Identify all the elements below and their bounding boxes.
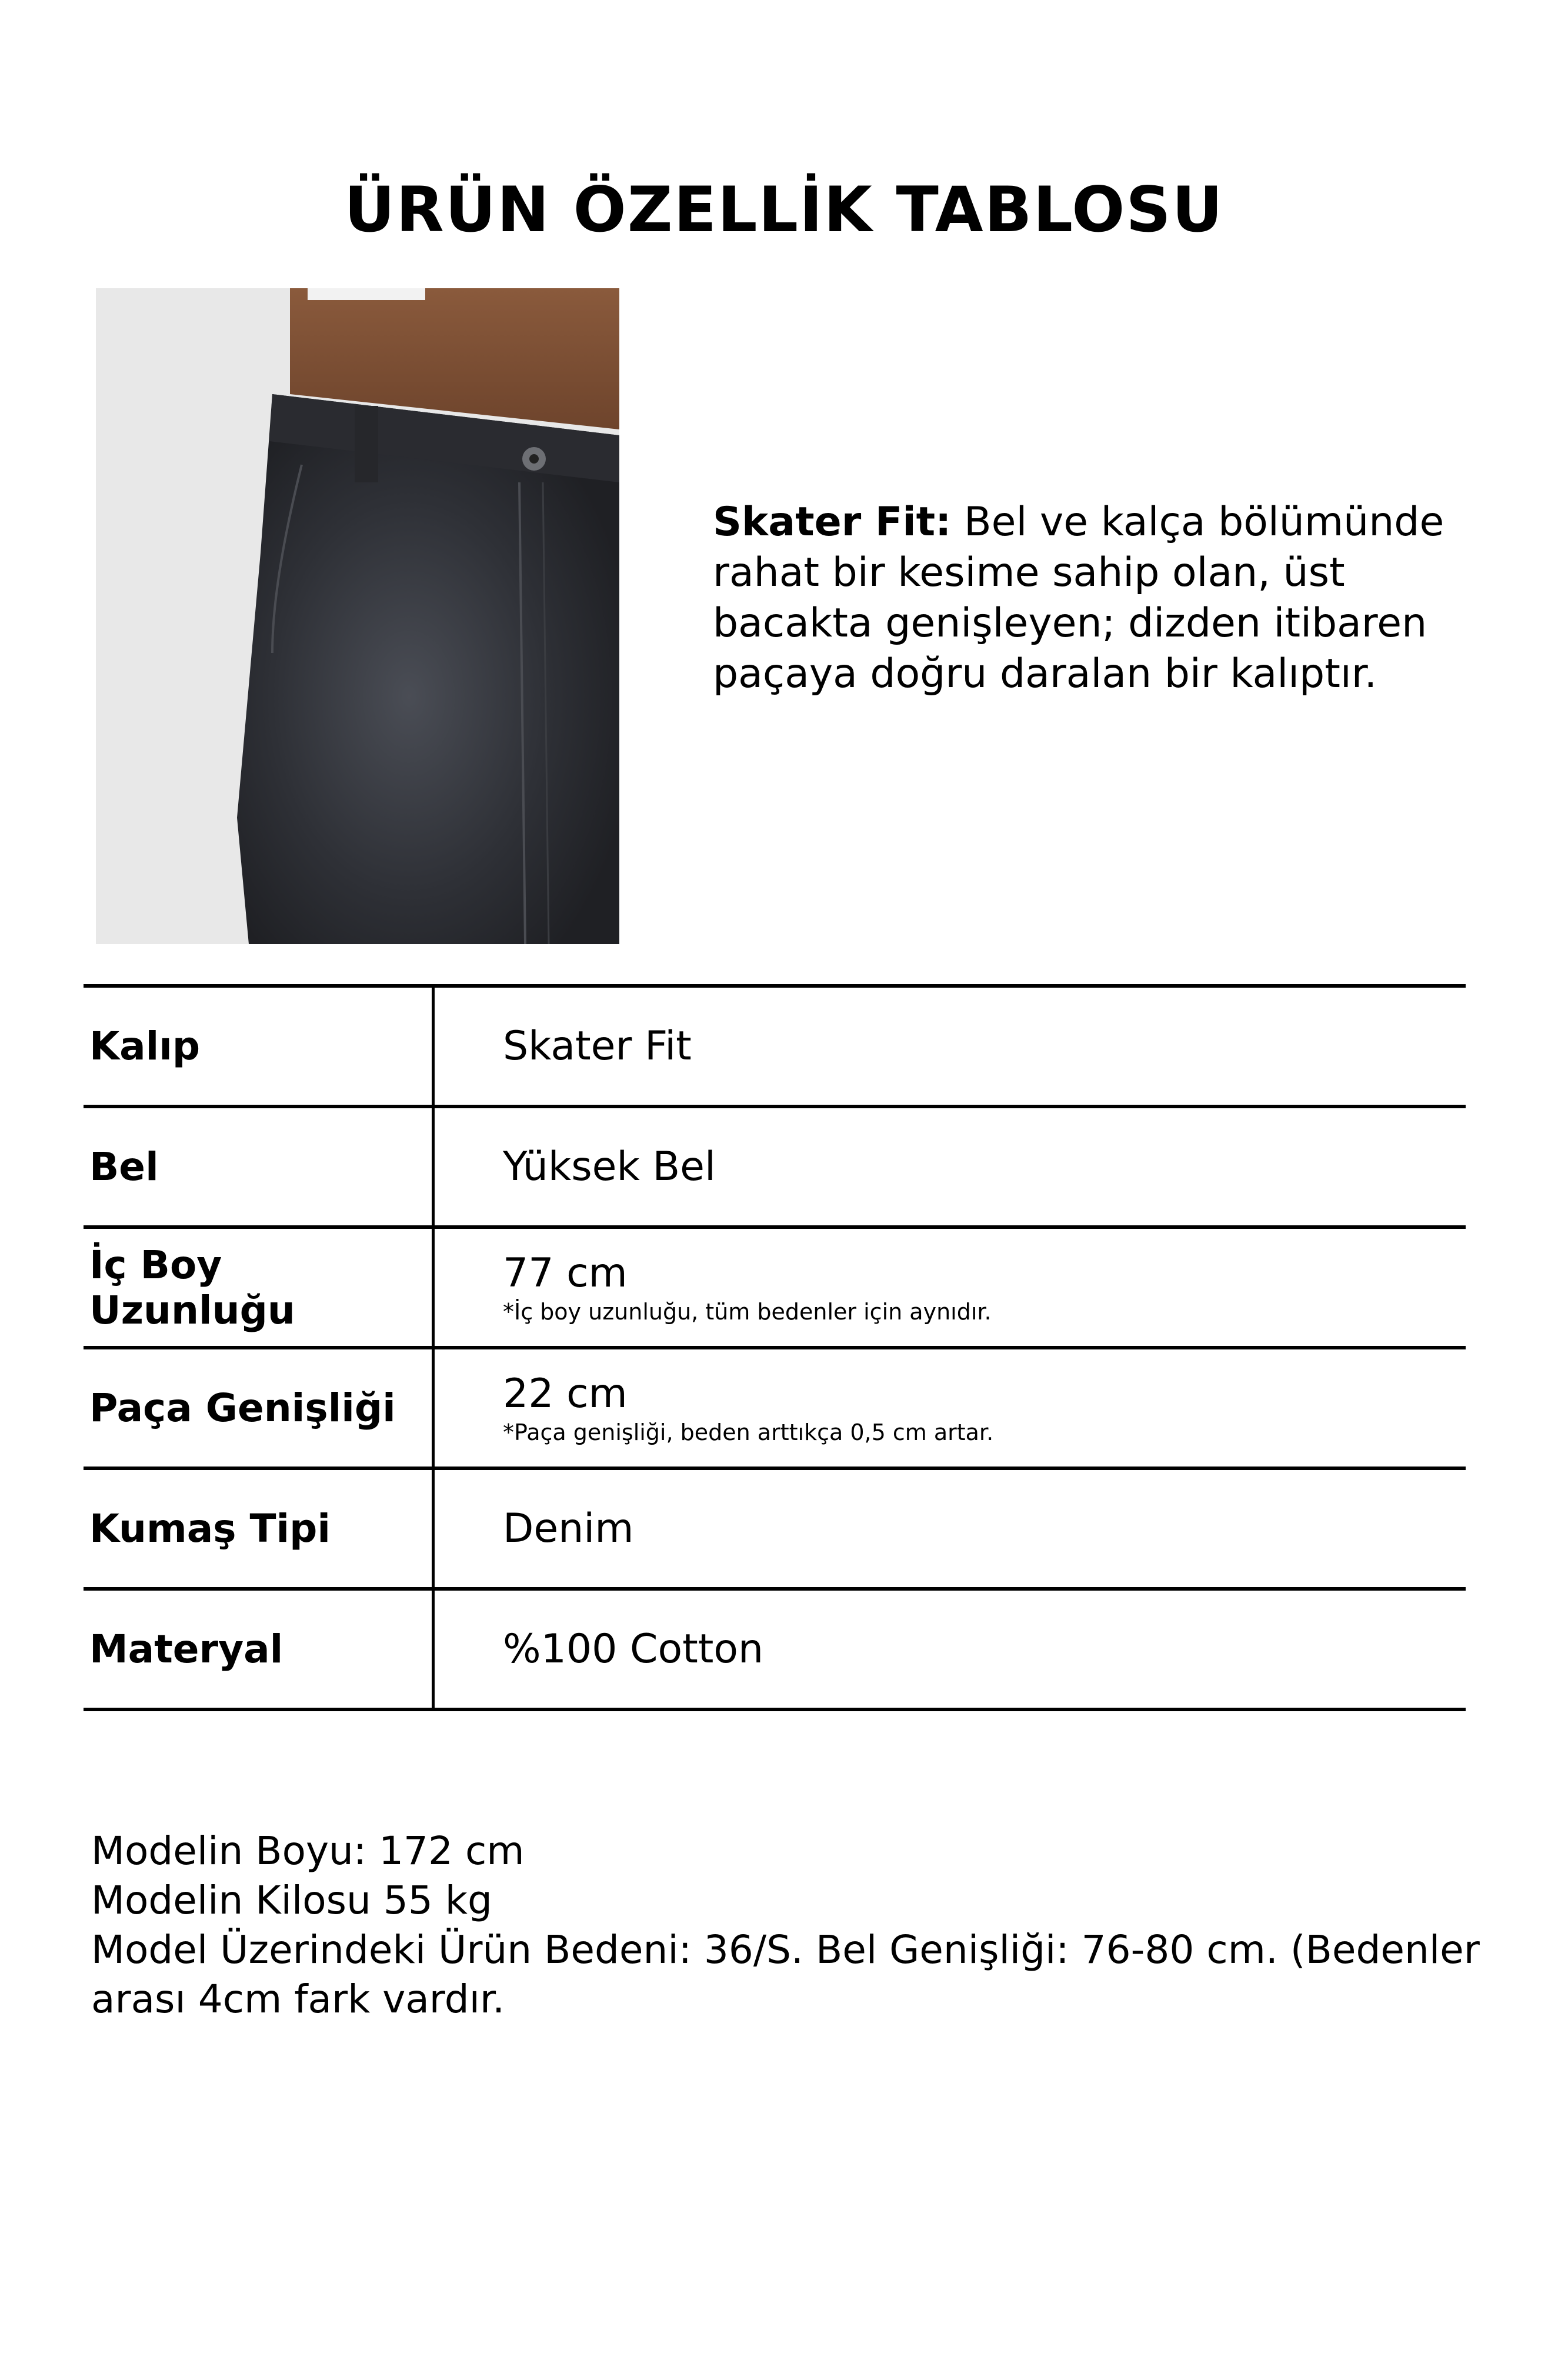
row-value xyxy=(503,1470,633,1587)
fit-description-label: Skater Fit: xyxy=(713,499,952,545)
product-spec-table xyxy=(84,984,1466,1711)
row-value-text: Yüksek Bel xyxy=(503,1144,716,1190)
row-label: Kumaş Tipi xyxy=(89,1506,331,1551)
row-value xyxy=(503,1108,716,1225)
column-divider xyxy=(432,1349,435,1467)
model-height: Modelin Boyu: 172 cm xyxy=(91,1828,525,1874)
row-value xyxy=(503,1349,993,1467)
row-label: Kalıp xyxy=(89,1024,201,1069)
column-divider xyxy=(432,1229,435,1346)
row-value-text: 22 cm xyxy=(503,1371,628,1417)
jeans-image-icon xyxy=(96,288,619,944)
table-row xyxy=(84,1346,1466,1467)
row-label: İç Boy Uzunluğu xyxy=(89,1242,295,1333)
row-value xyxy=(503,988,692,1105)
fit-description xyxy=(713,497,1477,699)
row-value-text: Skater Fit xyxy=(503,1023,692,1069)
model-info xyxy=(91,1827,1503,2024)
column-divider xyxy=(432,1470,435,1587)
row-note: *İç boy uzunluğu, tüm bedenler için aynıdır. xyxy=(503,1299,992,1325)
model-weight: Modelin Kilosu 55 kg xyxy=(91,1878,492,1923)
row-value-text: %100 Cotton xyxy=(503,1626,764,1672)
page-title: ÜRÜN ÖZELLİK TABLOSU xyxy=(344,174,1224,246)
row-value-text: 77 cm xyxy=(503,1250,628,1297)
row-label: Materyal xyxy=(89,1627,283,1672)
row-label: Paça Genişliği xyxy=(89,1385,396,1431)
row-value-text: Denim xyxy=(503,1505,634,1552)
column-divider xyxy=(432,1591,435,1708)
column-divider xyxy=(432,988,435,1105)
fit-description-text: Bel ve kalça bölümünde rahat bir kesime sahip olan, üst bacakta genişleyen; dizden itibaren paçaya doğru daralan bir kalıptır. xyxy=(713,499,1444,697)
row-note: *Paça genişliği, beden arttıkça 0,5 cm artar. xyxy=(503,1419,994,1445)
row-label: Bel xyxy=(89,1144,159,1189)
row-value xyxy=(503,1229,992,1346)
table-row xyxy=(84,1105,1466,1225)
column-divider xyxy=(432,1108,435,1225)
product-photo xyxy=(96,288,619,944)
table-row xyxy=(84,1225,1466,1346)
row-value xyxy=(503,1591,763,1708)
table-row xyxy=(84,984,1466,1105)
model-size-info: Model Üzerindeki Ürün Bedeni: 36/S. Bel Genişliği: 76-80 cm. (Bedenler arası 4cm fark vardır. xyxy=(91,1927,1480,2022)
table-row xyxy=(84,1587,1466,1711)
table-row xyxy=(84,1467,1466,1587)
